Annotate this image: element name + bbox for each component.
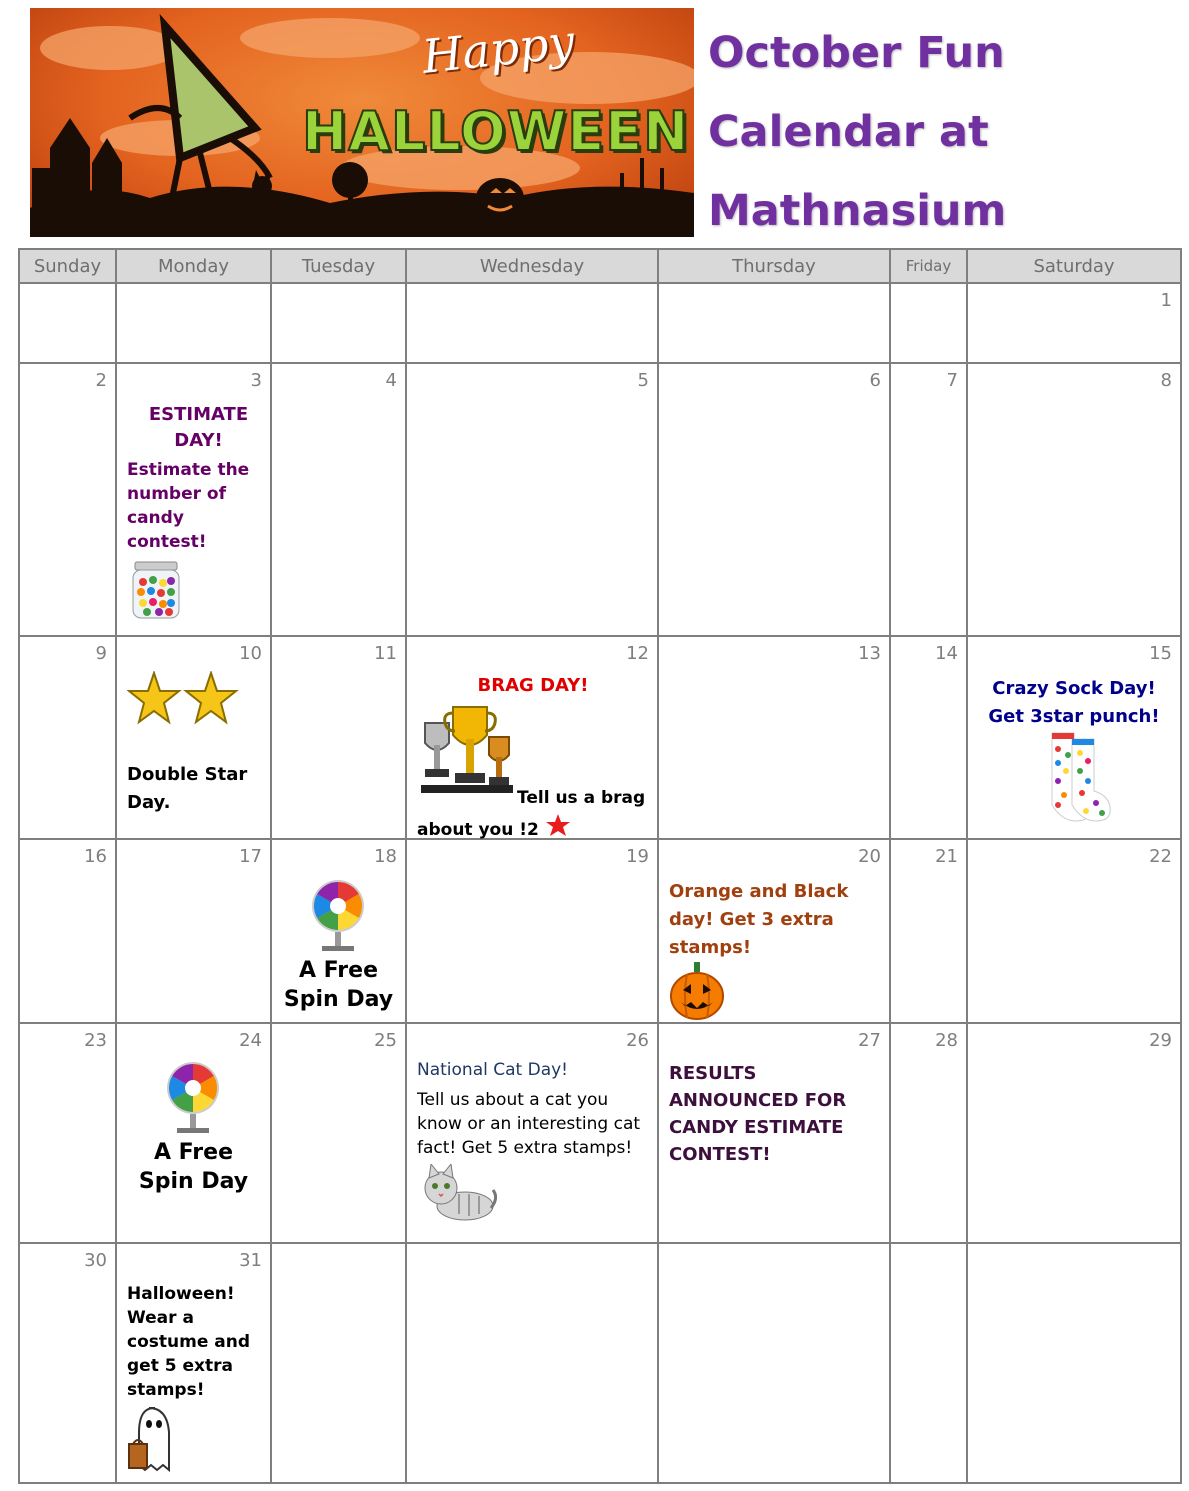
ghost-icon — [127, 1404, 181, 1474]
weekday-sunday: Sunday — [19, 249, 116, 283]
sock-icon — [1046, 731, 1112, 827]
weekday-saturday: Saturday — [967, 249, 1181, 283]
day-number: 9 — [95, 643, 107, 664]
day-number: 13 — [858, 643, 881, 664]
banner-happy-text: Happy — [419, 14, 577, 84]
brag-day-desc: Tell us a brag about you !2 — [417, 788, 646, 840]
cat-silhouette-icon — [248, 170, 276, 226]
gold-star-icon — [127, 671, 239, 725]
estimate-day-desc: Estimate the number of candy contest! — [127, 460, 250, 552]
weekday-friday: Friday — [890, 249, 967, 283]
week-row — [19, 1243, 1181, 1483]
weekday-wednesday: Wednesday — [406, 249, 658, 283]
day-number: 29 — [1149, 1030, 1172, 1051]
day-number: 25 — [374, 1030, 397, 1051]
day-cell — [116, 636, 271, 839]
day-number: 1 — [1160, 290, 1172, 311]
national-cat-day-title: National Cat Day! — [417, 1060, 568, 1080]
double-star-day-text: Double Star Day. — [127, 764, 248, 813]
day-cell — [271, 363, 406, 636]
title-line: Calendar at — [708, 107, 989, 157]
day-cell — [890, 839, 967, 1023]
day-number: 11 — [374, 643, 397, 664]
day-cell-empty — [271, 1243, 406, 1483]
day-cell-empty — [19, 283, 116, 363]
day-cell — [271, 839, 406, 1023]
day-number: 26 — [626, 1030, 649, 1051]
page-title — [708, 14, 1178, 251]
day-cell — [271, 636, 406, 839]
day-cell-empty — [890, 283, 967, 363]
weekday-thursday: Thursday — [658, 249, 890, 283]
day-cell — [967, 839, 1181, 1023]
day-cell — [406, 1023, 658, 1243]
day-number: 6 — [869, 370, 881, 391]
day-number: 5 — [637, 370, 649, 391]
day-cell-empty — [967, 1243, 1181, 1483]
week-row — [19, 363, 1181, 636]
day-cell — [658, 839, 890, 1023]
day-number: 18 — [374, 846, 397, 867]
day-number: 31 — [239, 1250, 262, 1271]
prize-wheel-icon — [310, 878, 366, 952]
day-number: 8 — [1160, 370, 1172, 391]
day-cell — [19, 839, 116, 1023]
halloween-costume-text: Halloween! Wear a costume and get 5 extra stamps! — [127, 1284, 251, 1400]
day-cell-empty — [658, 1243, 890, 1483]
day-cell-empty — [271, 283, 406, 363]
red-star-icon — [545, 813, 571, 837]
free-spin-day-text: A Free Spin Day — [138, 1140, 249, 1194]
estimate-day-title: ESTIMATE DAY! — [148, 404, 249, 451]
day-cell — [19, 1243, 116, 1483]
candy-jar-icon — [129, 556, 183, 620]
day-number: 30 — [84, 1250, 107, 1271]
day-cell — [19, 636, 116, 839]
day-number: 28 — [935, 1030, 958, 1051]
national-cat-day-desc: Tell us about a cat you know or an interesting cat fact! Get 5 extra stamps! — [417, 1090, 641, 1158]
day-cell — [890, 636, 967, 839]
day-cell — [967, 1023, 1181, 1243]
day-cell-empty — [406, 283, 658, 363]
day-cell — [658, 363, 890, 636]
day-cell — [271, 1023, 406, 1243]
day-cell — [967, 636, 1181, 839]
prize-wheel-icon — [165, 1060, 221, 1134]
week-row — [19, 839, 1181, 1023]
day-number: 4 — [385, 370, 397, 391]
calendar-grid — [18, 248, 1182, 1484]
day-number: 14 — [935, 643, 958, 664]
week-row — [19, 283, 1181, 363]
crazy-sock-day-title: Crazy Sock Day! — [992, 678, 1156, 699]
day-number: 3 — [250, 370, 262, 391]
day-cell-empty — [406, 1243, 658, 1483]
day-cell — [116, 839, 271, 1023]
day-number: 21 — [935, 846, 958, 867]
day-number: 15 — [1149, 643, 1172, 664]
day-number: 27 — [858, 1030, 881, 1051]
day-number: 7 — [946, 370, 958, 391]
day-cell — [19, 363, 116, 636]
day-number: 12 — [626, 643, 649, 664]
week-row — [19, 636, 1181, 839]
day-number: 16 — [84, 846, 107, 867]
day-cell — [890, 363, 967, 636]
day-number: 20 — [858, 846, 881, 867]
cat-icon — [419, 1164, 497, 1222]
day-cell — [116, 1023, 271, 1243]
weekday-header-row — [19, 249, 1181, 283]
day-cell — [19, 1023, 116, 1243]
day-cell-empty — [890, 1243, 967, 1483]
day-number: 17 — [239, 846, 262, 867]
day-number: 19 — [626, 846, 649, 867]
orange-black-day-text: Orange and Black day! Get 3 extra stamps! — [669, 881, 849, 958]
day-number: 10 — [239, 643, 262, 664]
day-number: 24 — [239, 1030, 262, 1051]
title-line: Mathnasium — [708, 186, 1007, 236]
halloween-banner — [30, 8, 694, 237]
day-cell-empty — [116, 283, 271, 363]
day-cell — [658, 636, 890, 839]
day-number: 2 — [95, 370, 107, 391]
weekday-tuesday: Tuesday — [271, 249, 406, 283]
day-cell — [890, 1023, 967, 1243]
week-row — [19, 1023, 1181, 1243]
crazy-sock-day-desc: Get 3star punch! — [988, 706, 1160, 727]
day-cell-empty — [658, 283, 890, 363]
day-cell — [967, 363, 1181, 636]
results-announced-text: RESULTS ANNOUNCED FOR CANDY ESTIMATE CONTEST! — [669, 1063, 847, 1165]
day-cell — [116, 363, 271, 636]
banner-halloween-text: HALLOWEEN — [302, 100, 690, 163]
day-cell — [406, 363, 658, 636]
day-cell — [116, 1243, 271, 1483]
day-number: 22 — [1149, 846, 1172, 867]
day-cell — [406, 839, 658, 1023]
pumpkin-icon — [669, 962, 725, 1020]
brag-day-title: BRAG DAY! — [477, 675, 589, 696]
day-cell — [406, 636, 658, 839]
day-cell — [967, 283, 1181, 363]
day-cell — [658, 1023, 890, 1243]
day-number: 23 — [84, 1030, 107, 1051]
free-spin-day-text: A Free Spin Day — [283, 958, 394, 1012]
weekday-monday: Monday — [116, 249, 271, 283]
title-line: October Fun — [708, 28, 1005, 78]
